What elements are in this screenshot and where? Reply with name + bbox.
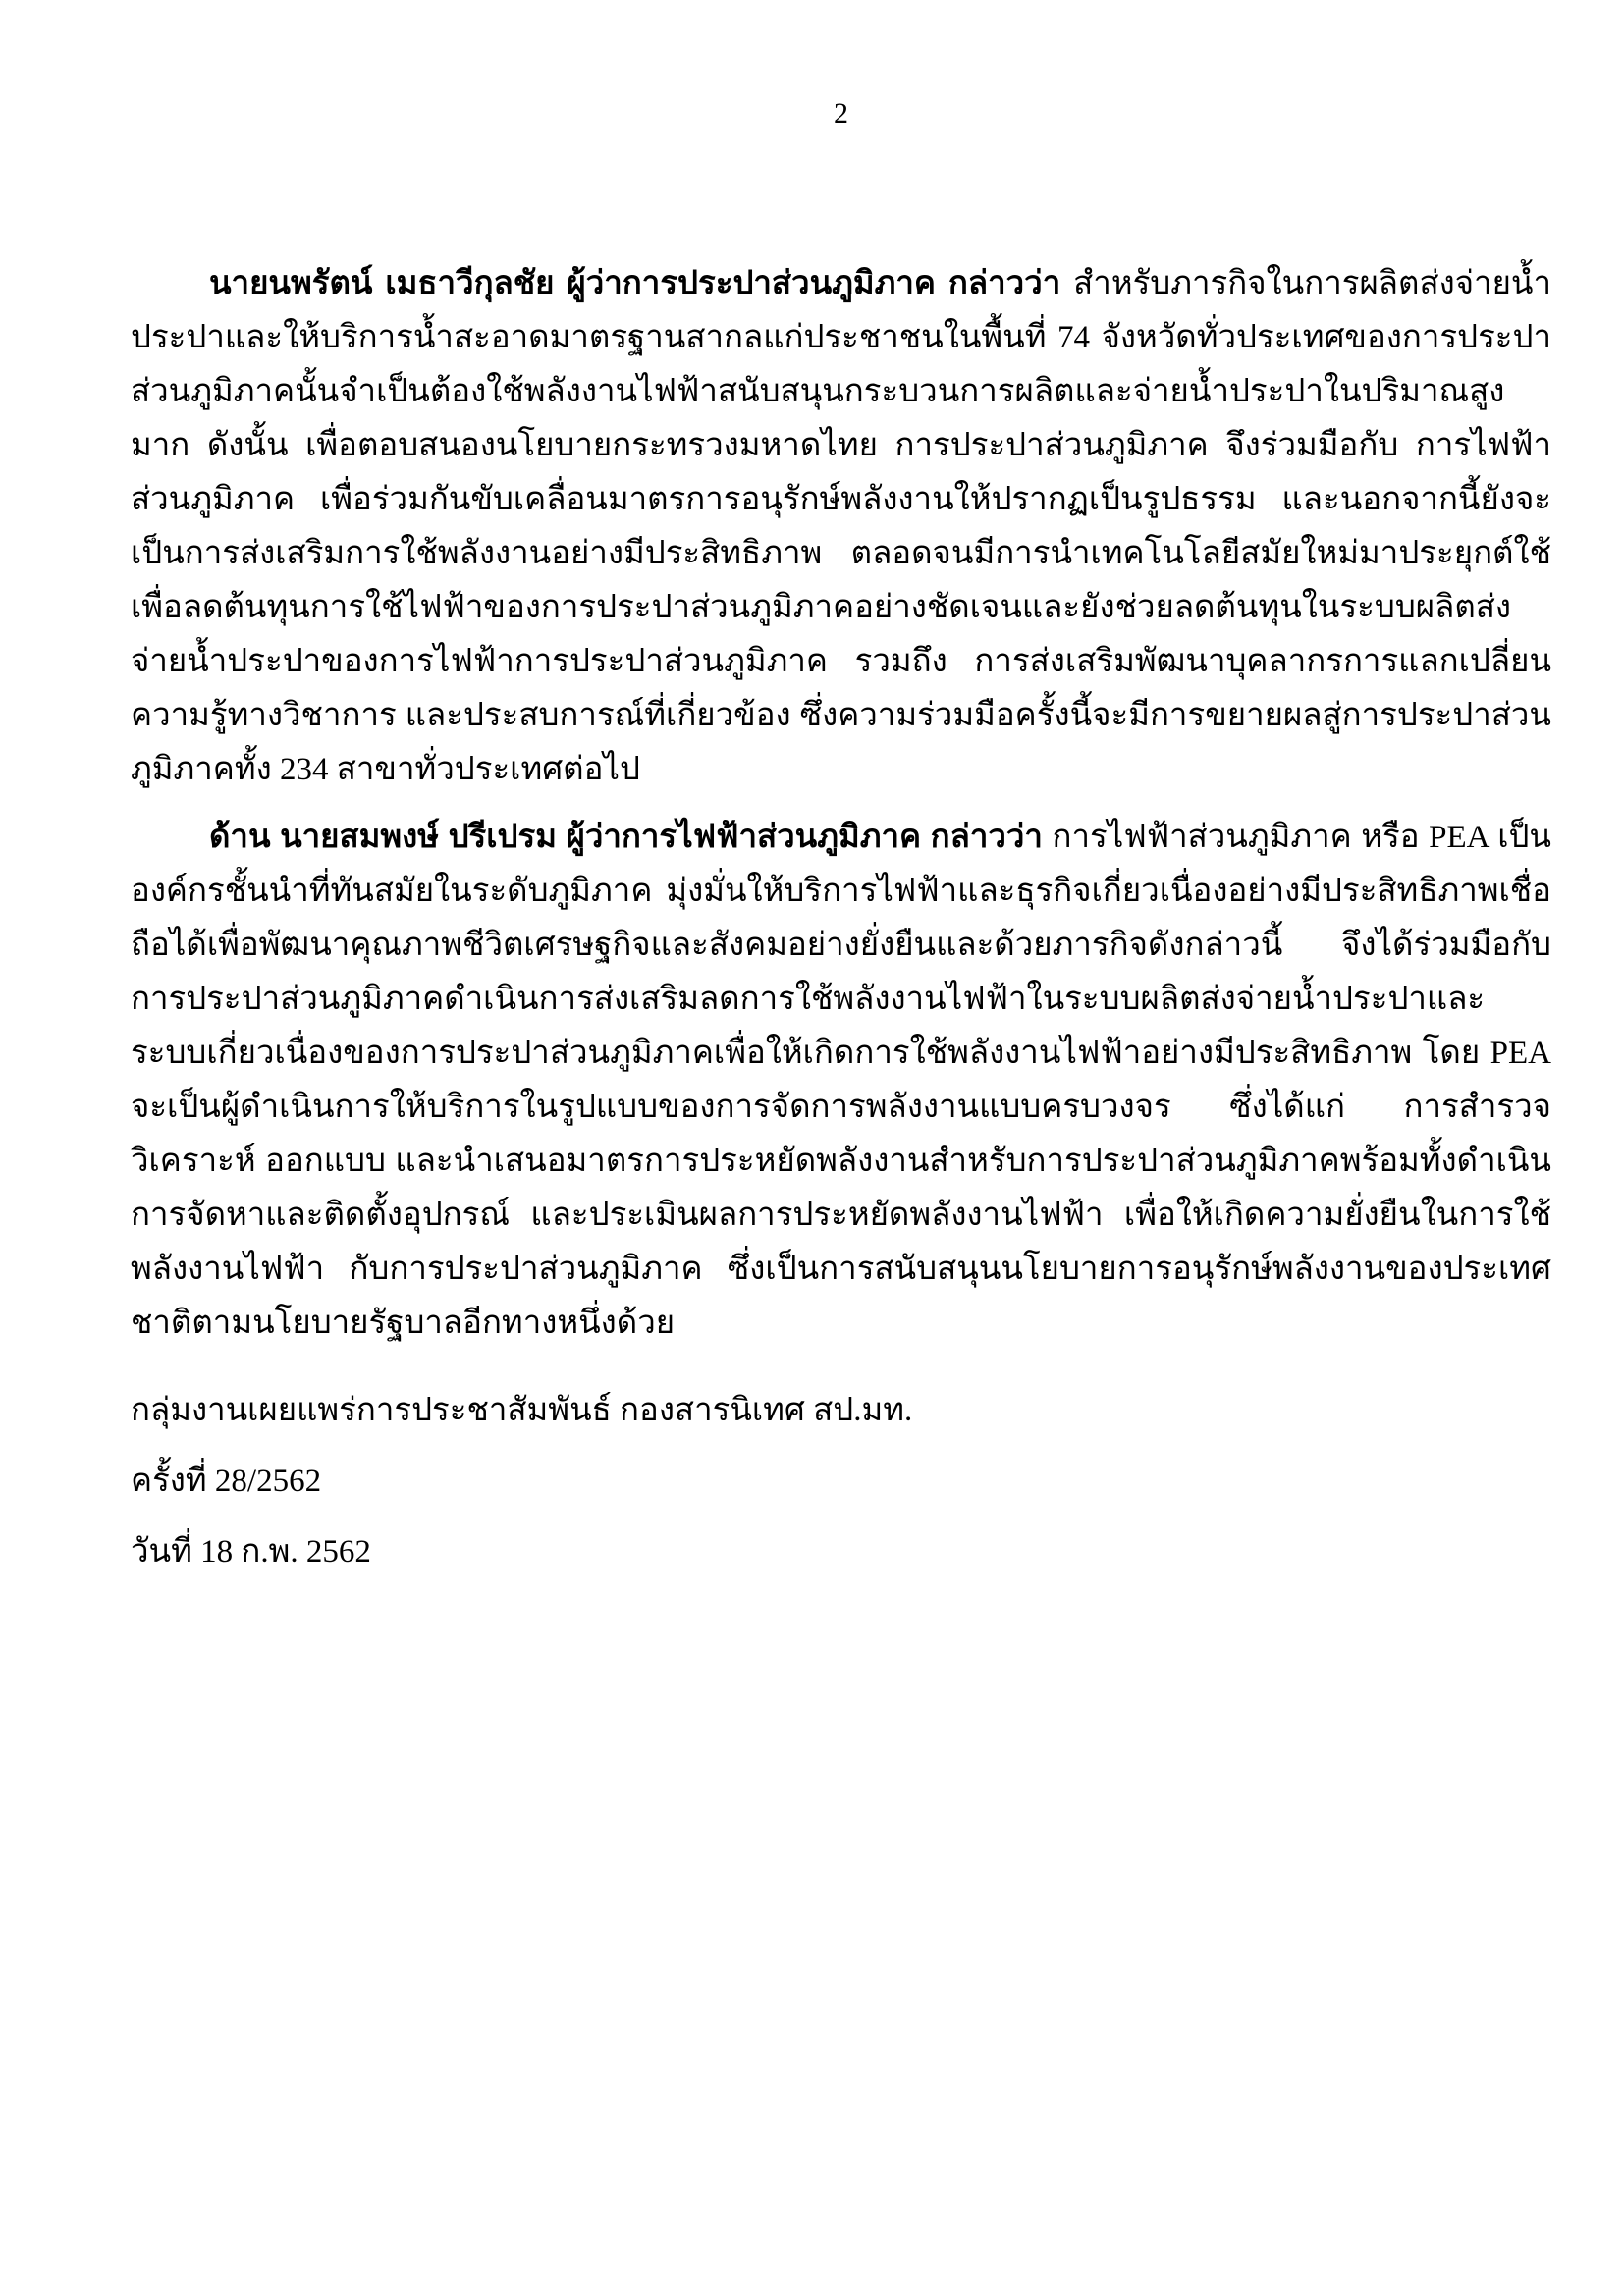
paragraph-pea-governor [131,811,1551,1351]
page-number: 2 [834,97,848,130]
paragraph-body-pea-governor: การไฟฟ้าส่วนภูมิภาค หรือ PEA เป็นองค์กรชั้นนำที่ทันสมัยในระดับภูมิภาค มุ่งมั่นให้บริการไฟฟ้าและธุรกิจเกี่ยวเนื่องอย่างมีประสิทธิภาพเชื่อถือได้เพื่อพัฒนาคุณภาพชีวิตเศรษฐกิจและสังคมอย่างยั่งยืนและด้วยภารกิจดังกล่าวนี้ จึงได้ร่วมมือกับการประปาส่วนภูมิภาคดำเนินการส่งเสริมลดการใช้พลังงานไฟฟ้าในระบบผลิตส่งจ่ายน้ำประปาและระบบเกี่ยวเนื่องของการประปาส่วนภูมิภาคเพื่อให้เกิดการใช้พลังงานไฟฟ้าอย่างมีประสิทธิภาพ โดย PEA จะเป็นผู้ดำเนินการให้บริการในรูปแบบของการจัดการพลังงานแบบครบวงจร ซึ่งได้แก่ การสำรวจ วิเคราะห์ ออกแบบ และนำเสนอมาตรการประหยัดพลังงานสำหรับการประปาส่วนภูมิภาคพร้อมทั้งดำเนินการจัดหาและติดตั้งอุปกรณ์ และประเมินผลการประหยัดพลังงานไฟฟ้า เพื่อให้เกิดความยั่งยืนในการใช้พลังงานไฟฟ้า กับการประปาส่วนภูมิภาค ซึ่งเป็นการสนับสนุนนโยบายการอนุรักษ์พลังงานของประเทศชาติตามนโยบายรัฐบาลอีกทางหนึ่งด้วย [131,820,1551,1341]
paragraph-body-pwa-governor: สำหรับภารกิจในการผลิตส่งจ่ายน้ำประปาและให้บริการน้ำสะอาดมาตรฐานสากลแก่ประชาชนในพื้นที่ 74 จังหวัดทั่วประเทศของการประปาส่วนภูมิภาคนั้นจำเป็นต้องใช้พลังงานไฟฟ้าสนับสนุนกระบวนการผลิตและจ่ายน้ำประปาในปริมาณสูงมาก ดังนั้น เพื่อตอบสนองนโยบายกระทรวงมหาดไทย การประปาส่วนภูมิภาค จึงร่วมมือกับ การไฟฟ้าส่วนภูมิภาค เพื่อร่วมกันขับเคลื่อนมาตรการอนุรักษ์พลังงานให้ปรากฏเป็นรูปธรรม และนอกจากนี้ยังจะเป็นการส่งเสริมการใช้พลังงานอย่างมีประสิทธิภาพ ตลอดจนมีการนำเทคโนโลยีสมัยใหม่มาประยุกต์ใช้เพื่อลดต้นทุนการใช้ไฟฟ้าของการประปาส่วนภูมิภาคอย่างชัดเจนและยังช่วยลดต้นทุนในระบบผลิตส่งจ่ายน้ำประปาของการไฟฟ้าการประปาส่วนภูมิภาค รวมถึง การส่งเสริมพัฒนาบุคลากรการแลกเปลี่ยนความรู้ทางวิชาการ และประสบการณ์ที่เกี่ยวข้อง ซึ่งความร่วมมือครั้งนี้จะมีการขยายผลสู่การประปาส่วนภูมิภาคทั้ง 234 สาขาทั่วประเทศต่อไป [131,266,1552,787]
paragraph-lead-pwa-governor: นายนพรัตน์ เมธาวีกุลชัย ผู้ว่าการประปาส่วนภูมิภาค กล่าวว่า [209,266,1061,301]
footer-date-line: วันที่ 18 ก.พ. 2562 [131,1534,371,1570]
footer-department-line: กลุ่มงานเผยแพร่การประชาสัมพันธ์ กองสารนิเทศ สป.มท. [131,1393,913,1428]
paragraph-lead-pea-governor: ด้าน นายสมพงษ์ ปรีเปรม ผู้ว่าการไฟฟ้าส่วนภูมิภาค กล่าวว่า [209,820,1043,855]
footer-block [131,1384,1551,1579]
footer-issue-number-line: ครั้งที่ 28/2562 [131,1464,322,1499]
paragraph-pwa-governor [131,257,1551,797]
